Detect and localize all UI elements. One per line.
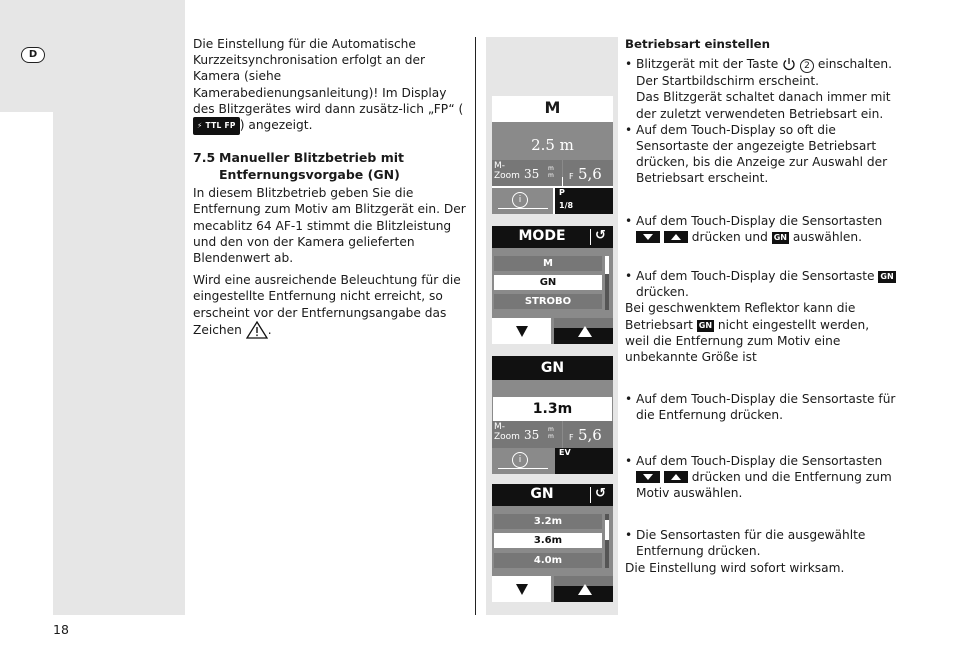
scroll-down-button[interactable]: [492, 318, 551, 344]
info-button[interactable]: [492, 448, 553, 474]
section-title-line2: Entfernungsvorgabe (GN): [219, 167, 400, 183]
arrow-down-icon: [516, 584, 528, 595]
distance-item[interactable]: 3.2m: [494, 514, 602, 529]
info-button[interactable]: [492, 188, 553, 214]
scroll-up-button[interactable]: [554, 576, 613, 602]
mode-item-m[interactable]: M: [494, 256, 602, 271]
aperture-button[interactable]: F 5,6: [563, 421, 613, 448]
mode-item-gn[interactable]: GN: [494, 275, 602, 290]
gn-header: GN ↺: [492, 484, 613, 506]
scrollbar-thumb[interactable]: [605, 520, 609, 540]
step-press-distance: • Auf dem Touch-Display die Sensortaste für die Entfernung drücken.: [625, 391, 897, 423]
step-confirm-distance: • Die Sensortasten für die ausgewählte Entfernung drücken.: [625, 527, 897, 559]
aperture-value: 5,6: [578, 165, 602, 183]
arrow-up-icon: [578, 584, 592, 595]
section-number: 7.5: [193, 150, 216, 166]
arrow-up-icon: [578, 326, 592, 337]
ev-button[interactable]: EV: [555, 448, 613, 474]
power-ratio-value: 1/8: [559, 201, 574, 210]
column-divider: [475, 37, 476, 615]
zoom-value: 35: [524, 428, 540, 442]
left-margin-band: [53, 0, 185, 615]
ttl-fp-badge: ⚡ TTL FP: [193, 117, 240, 135]
note-reflector: Bei geschwenktem Reflektor kann die Betriebsart GN nicht eingestellt werden, weil die Entfernung zum Motiv eine unbekannte Größe ist: [625, 301, 870, 365]
intro-text-end: ) angezeigt.: [239, 118, 313, 133]
power-icon: [782, 57, 796, 71]
flash-icon: ⚡: [197, 121, 203, 131]
aperture-value: 5,6: [578, 426, 602, 444]
callout-number: 2: [800, 59, 814, 73]
text-column-left: [193, 36, 469, 345]
zoom-unit: m m: [548, 165, 554, 179]
down-key-icon: [636, 231, 660, 243]
warning-triangle-icon: [246, 321, 268, 339]
return-icon[interactable]: ↺: [595, 228, 606, 243]
step-power-on: • Blitzgerät mit der Taste 2 einschalten. Der Startbildschirm erscheint. Das Blitzgerät schaltet danach immer mit der zuletzt verwendeten Betriebsart ein.: [625, 56, 897, 122]
info-icon: i: [512, 192, 528, 208]
intro-text: Die Einstellung für die Automatische Kurzzeitsynchronisation erfolgt an der Kamera (siehe Kamerabedienungsanleitung)! Im Display des Blitzgerätes wird dann zusätz-lich „FP“ (: [193, 37, 464, 116]
gn-header: GN: [492, 356, 613, 380]
scroll-down-button[interactable]: [492, 576, 551, 602]
arrow-down-icon: [516, 326, 528, 337]
scroll-up-button[interactable]: [554, 318, 613, 344]
zoom-button[interactable]: M- Zoom 35 m m: [492, 160, 562, 186]
up-key-icon: [664, 231, 688, 243]
info-icon: i: [512, 452, 528, 468]
display-screen-manual: [492, 96, 613, 214]
display-screen-mode-select: [492, 226, 613, 344]
section-title-line1: Manueller Blitzbetrieb mit: [219, 150, 404, 166]
gn-badge: GN: [880, 272, 894, 282]
mode-header: MODE ↺: [492, 226, 613, 248]
scrollbar-thumb[interactable]: [605, 256, 609, 274]
power-ratio-button[interactable]: P 1/8: [555, 188, 613, 214]
section-heading: [193, 149, 469, 183]
distance-value: 2.5 m: [531, 136, 574, 154]
closing-note: Die Einstellung wird sofort wirksam.: [625, 560, 845, 575]
zoom-button[interactable]: M- Zoom 35 m m: [492, 421, 562, 448]
text-column-right: [625, 36, 897, 576]
mode-item-strobo[interactable]: STROBO: [494, 294, 602, 309]
intro-paragraph: [193, 36, 469, 135]
step-select-distance: • Auf dem Touch-Display die Sensortasten drücken und die Entfernung zum Motiv auswählen.: [625, 453, 897, 502]
display-screen-distance-select: [492, 484, 613, 602]
return-icon[interactable]: ↺: [595, 486, 606, 501]
zoom-unit: m m: [548, 426, 554, 440]
gn-badge: GN: [698, 320, 713, 330]
gn-badge: GN: [773, 232, 787, 242]
display-screen-gn: [492, 356, 613, 474]
body-paragraph-2: Wird eine ausreichende Beleuchtung für die eingestellte Entfernung nicht erreicht, so erscheint vor der Entfernungsangabe das Zeichen .: [193, 273, 461, 337]
step-press-gn: • Auf dem Touch-Display die Sensortaste GN drücken.: [625, 268, 897, 300]
step-open-mode-select: • Auf dem Touch-Display so oft die Sensortaste der angezeigte Betriebsart drücken, bis die Anzeige zur Auswahl der Betriebsart erscheint.: [625, 122, 897, 187]
distance-item[interactable]: 4.0m: [494, 553, 602, 568]
body-paragraph-1: In diesem Blitzbetrieb geben Sie die Entfernung zum Motiv am Blitzgerät ein. Der mecablitz 64 AF-1 stimmt die Blitzleistung und den von der Kamera gelieferten Blendenwert ab.: [193, 186, 466, 266]
distance-item-selected[interactable]: 3.6m: [494, 533, 602, 548]
down-key-icon: [636, 471, 660, 483]
page-number: 18: [53, 622, 69, 637]
aperture-button[interactable]: F 5,6: [563, 160, 613, 186]
instructions-heading: Betriebsart einstellen: [625, 37, 771, 51]
language-badge: D: [21, 47, 45, 63]
step-select-gn: • Auf dem Touch-Display die Sensortasten drücken und GN auswählen.: [625, 213, 897, 245]
zoom-value: 35: [524, 167, 540, 181]
distance-button[interactable]: 1.3m: [493, 397, 612, 421]
mode-label: M: [544, 98, 561, 117]
up-key-icon: [664, 471, 688, 483]
